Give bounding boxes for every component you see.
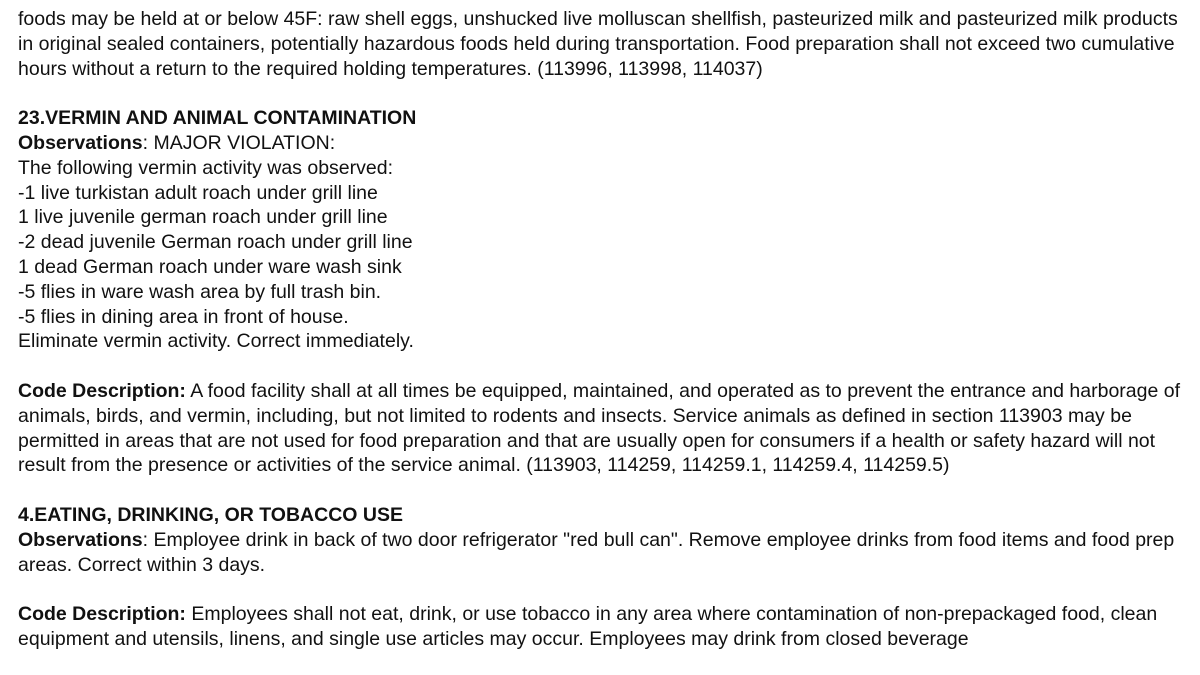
violation-23-code-description [18,379,1188,478]
observation-line: Eliminate vermin activity. Correct immediately. [18,330,414,353]
paragraph-gap [18,354,1188,379]
paragraph-gap [18,81,1188,106]
code-description-label: Code Description: [18,603,186,626]
code-description-text: Employees shall not eat, drink, or use tobacco in any area where contamination of non-prepackaged food, clean equipment and utensils, linens, and single use articles may occur. Employees may drink from closed beverage [18,603,1158,650]
paragraph-gap [18,478,1188,503]
observation-line: -2 dead juvenile German roach under grill line [18,231,413,254]
observation-line: The following vermin activity was observed: [18,156,393,179]
violation-4-observations [18,528,1188,578]
observation-line: 1 dead German roach under ware wash sink [18,255,402,278]
paragraph-gap [18,577,1188,602]
violation-23-heading: 23.VERMIN AND ANIMAL CONTAMINATION [18,107,417,130]
observation-line: -5 flies in dining area in front of house. [18,305,349,328]
observations-label: Observations [18,131,143,154]
intro-paragraph: foods may be held at or below 45F: raw shell eggs, unshucked live molluscan shellfish, pasteurized milk and pasteurized milk products in original sealed containers, potentially hazardous foods held during transportation. Food preparation shall not exceed two cumulative hours without a return to the required holding temperatures. (113996, 113998, 114037) [18,8,1178,80]
observations-label: Observations [18,528,143,551]
observation-line: 1 live juvenile german roach under grill line [18,206,388,229]
observation-line: -5 flies in ware wash area by full trash bin. [18,280,382,303]
inspection-report-page [18,7,1188,652]
violation-4-code-description [18,602,1188,652]
observations-severity: : MAJOR VIOLATION: [142,131,336,154]
code-description-label: Code Description: [18,379,186,402]
violation-4-heading: 4.EATING, DRINKING, OR TOBACCO USE [18,503,403,526]
code-description-text: A food facility shall at all times be equipped, maintained, and operated as to prevent the entrance and harborage of animals, birds, and vermin, including, but not limited to rodents and insects. Service animals as defined in section 113903 may be permitted in areas that are not used for food preparation and that are usually open for consumers if a health or safety hazard will not result from the presence or activities of the service animal. (113903, 114259, 114259.1, 114259.4, 114259.5) [18,379,1181,477]
observation-line: -1 live turkistan adult roach under grill line [18,181,378,204]
observations-text: : Employee drink in back of two door refrigerator "red bull can". Remove employee drinks from food items and food prep areas. Correct within 3 days. [18,528,1175,576]
violation-23-observations [18,131,1188,156]
